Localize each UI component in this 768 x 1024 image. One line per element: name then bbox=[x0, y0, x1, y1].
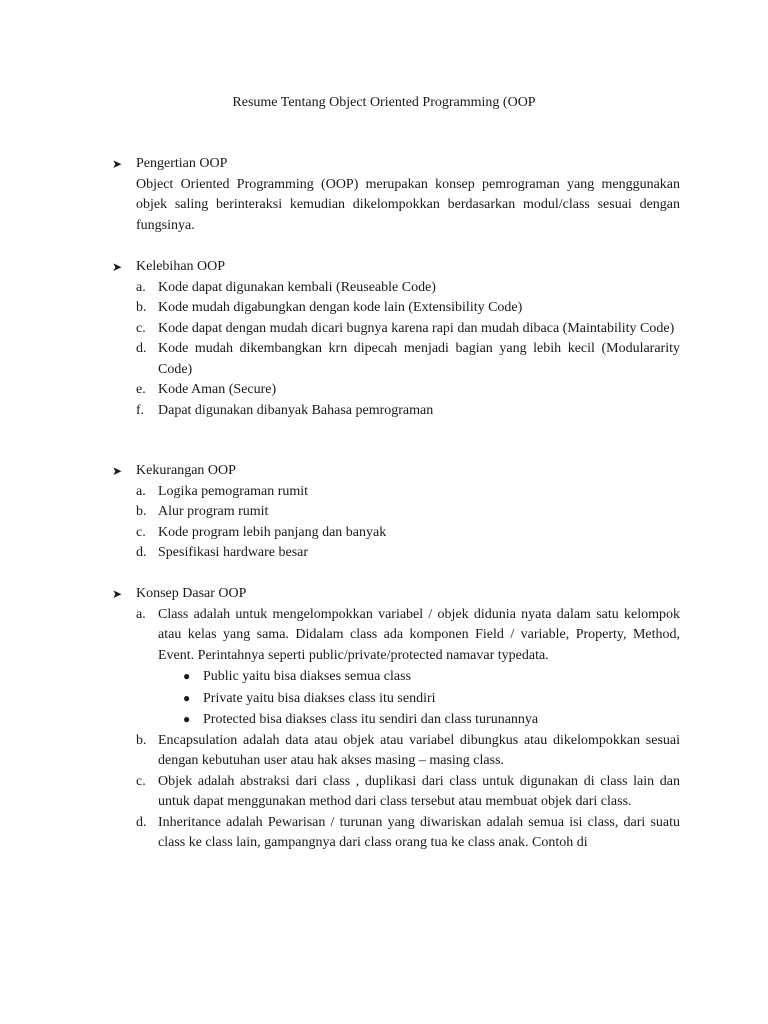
list-marker: a. bbox=[136, 606, 146, 622]
list-marker: d. bbox=[136, 814, 147, 830]
list-marker: c. bbox=[136, 773, 146, 789]
section-heading-row bbox=[110, 461, 680, 482]
list-item-text: Kode dapat digunakan kembali (Reuseable Code) bbox=[158, 279, 436, 295]
list-marker: b. bbox=[136, 300, 147, 315]
list-item bbox=[110, 339, 680, 380]
list-marker: e. bbox=[136, 382, 146, 397]
section-kekurangan bbox=[110, 461, 680, 564]
list-marker: d. bbox=[136, 341, 147, 356]
list-item-text: Kode program lebih panjang dan banyak bbox=[158, 524, 387, 540]
section-heading: Konsep Dasar OOP bbox=[136, 586, 247, 601]
list-item-text: Kode dapat dengan mudah dicari bugnya karena rapi dan mudah dibaca (Maintability Code) bbox=[158, 320, 675, 336]
list-marker: f. bbox=[136, 402, 145, 418]
list-item bbox=[110, 523, 680, 544]
access-modifier-list bbox=[110, 666, 680, 731]
list-item bbox=[110, 380, 680, 401]
list-item-text: Objek adalah abstraksi dari class , duplikasi dari class untuk digunakan di class lain dan untuk dapat menggunakan method dari class tersebut atau membuat objek dari class. bbox=[158, 773, 680, 809]
list-marker: c. bbox=[136, 524, 146, 540]
list-item bbox=[110, 731, 680, 772]
section-heading-row bbox=[110, 154, 680, 175]
list-item bbox=[110, 772, 680, 813]
list-item-text: Encapsulation adalah data atau objek atau variabel dibungkus atau dikelompokkan sesuai dengan kebutuhan user atau hak akses masing – masing class. bbox=[158, 732, 680, 768]
section-heading-row bbox=[110, 257, 680, 278]
section-heading: Pengertian OOP bbox=[136, 156, 228, 171]
list-item-text: Kode mudah digabungkan dengan kode lain (Extensibility Code) bbox=[158, 300, 523, 315]
arrowhead-bullet-icon: ➤ bbox=[112, 464, 123, 478]
sub-list-item-text: Protected bisa diakses class itu sendiri dan class turunannya bbox=[203, 712, 539, 727]
list-marker: b. bbox=[136, 732, 147, 748]
sub-list-item bbox=[110, 688, 680, 710]
list-item-text: Dapat digunakan dibanyak Bahasa pemrograman bbox=[158, 402, 434, 418]
list-item-text: Class adalah untuk mengelompokkan variabel / objek didunia nyata dalam satu kelompok atau kelas yang sama. Didalam class ada komponen Field / variable, Property, Method, Event. Perintahnya seperti public/private/protected namavar typedata. bbox=[158, 606, 680, 663]
list-item bbox=[110, 482, 680, 503]
sub-list-item bbox=[110, 709, 680, 731]
filled-circle-bullet-icon: ● bbox=[183, 712, 191, 726]
section-heading: Kekurangan OOP bbox=[136, 463, 236, 478]
list-item-text: Kode Aman (Secure) bbox=[158, 382, 277, 397]
section-heading: Kelebihan OOP bbox=[136, 259, 226, 274]
section-konsep-dasar bbox=[110, 584, 680, 854]
list-item-text: Kode mudah dikembangkan krn dipecah menjadi bagian yang lebih kecil (Modulararity Code) bbox=[158, 341, 680, 377]
list-item bbox=[110, 319, 680, 340]
disadvantages-list bbox=[110, 482, 680, 564]
list-item bbox=[110, 401, 680, 422]
section-heading-row bbox=[110, 584, 680, 605]
list-item-text: Inheritance adalah Pewarisan / turunan yang diwariskan adalah semua isi class, dari suatu class ke class lain, gampangnya dari class orang tua ke class anak. Contoh di bbox=[158, 814, 680, 850]
concepts-list-continued bbox=[110, 731, 680, 854]
list-marker: a. bbox=[136, 279, 146, 295]
list-item bbox=[110, 813, 680, 854]
filled-circle-bullet-icon: ● bbox=[183, 690, 191, 705]
concepts-list bbox=[110, 605, 680, 667]
list-item bbox=[110, 543, 680, 564]
advantages-list bbox=[110, 278, 680, 422]
filled-circle-bullet-icon: ● bbox=[183, 669, 191, 683]
arrowhead-bullet-icon: ➤ bbox=[112, 587, 123, 601]
list-item bbox=[110, 605, 680, 667]
list-marker: c. bbox=[136, 320, 146, 336]
sub-list-item-text: Private yaitu bisa diakses class itu sendiri bbox=[203, 690, 436, 706]
sub-list-item-text: Public yaitu bisa diakses semua class bbox=[203, 669, 412, 684]
list-item bbox=[110, 502, 680, 523]
list-item-text: Logika pemograman rumit bbox=[158, 483, 309, 499]
arrowhead-bullet-icon: ➤ bbox=[112, 260, 123, 274]
list-marker: b. bbox=[136, 504, 147, 519]
list-marker: a. bbox=[136, 483, 146, 499]
section-pengertian bbox=[110, 154, 680, 236]
section-kelebihan bbox=[110, 257, 680, 421]
list-item bbox=[110, 298, 680, 319]
list-item-text: Spesifikasi hardware besar bbox=[158, 545, 309, 560]
sub-list-item bbox=[110, 666, 680, 688]
list-item bbox=[110, 278, 680, 299]
list-item-text: Alur program rumit bbox=[158, 504, 269, 519]
section-paragraph: Object Oriented Programming (OOP) merupakan konsep pemrograman yang menggunakan objek saling berinteraksi kemudian dikelompokkan berdasarkan modul/class sesuai dengan fungsinya. bbox=[136, 176, 680, 233]
list-marker: d. bbox=[136, 545, 147, 560]
document-title: Resume Tentang Object Oriented Programming (OOP bbox=[232, 95, 536, 110]
arrowhead-bullet-icon: ➤ bbox=[112, 157, 123, 171]
